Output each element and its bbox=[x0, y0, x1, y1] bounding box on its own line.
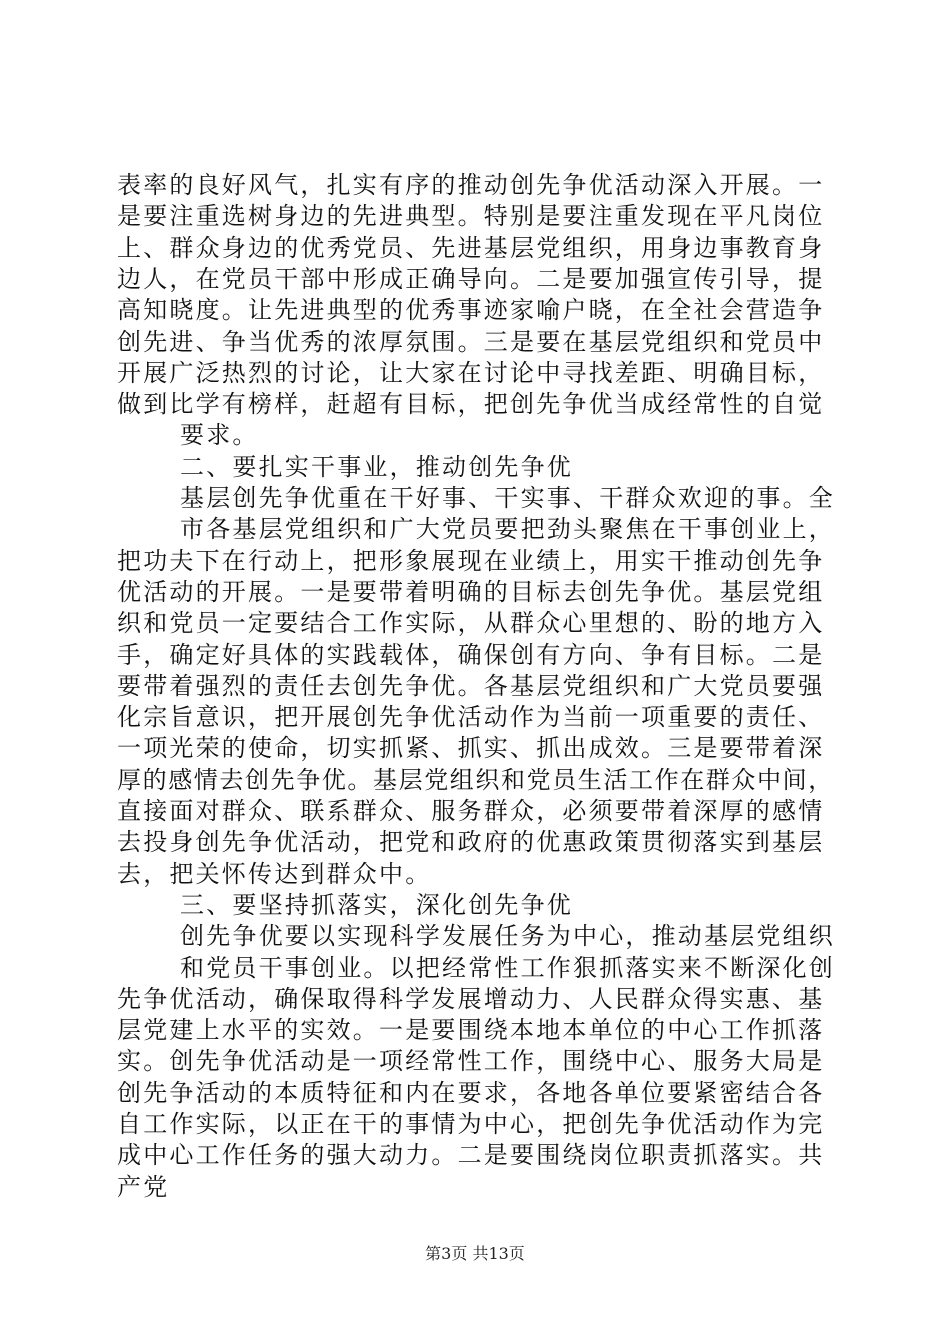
section-heading: 三、要坚持抓落实，深化创先争优 bbox=[180, 890, 573, 919]
body-line: 创先进、争当优秀的浓厚氛围。三是要在基层党组织和党员中 bbox=[117, 327, 825, 356]
body-line: 上、群众身边的优秀党员、先进基层党组织，用身边事教育身 bbox=[117, 233, 825, 262]
body-line: 是要注重选树身边的先进典型。特别是要注重发现在平凡岗位 bbox=[117, 202, 825, 231]
body-line: 和党员干事创业。以把经常性工作狠抓落实来不断深化创 bbox=[180, 953, 835, 982]
body-line: 产党 bbox=[117, 1172, 170, 1201]
body-line: 层党建上水平的实效。一是要围绕本地本单位的中心工作抓落 bbox=[117, 1016, 825, 1045]
body-line: 要求。 bbox=[180, 421, 259, 450]
body-line: 织和党员一定要结合工作实际，从群众心里想的、盼的地方入 bbox=[117, 609, 825, 638]
body-line: 化宗旨意识，把开展创先争优活动作为当前一项重要的责任、 bbox=[117, 703, 825, 732]
body-line: 创先争活动的本质特征和内在要求，各地各单位要紧密结合各 bbox=[117, 1078, 825, 1107]
body-line: 直接面对群众、联系群众、服务群众，必须要带着深厚的感情 bbox=[117, 797, 825, 825]
body-line: 开展广泛热烈的讨论，让大家在讨论中寻找差距、明确目标， bbox=[117, 358, 825, 387]
body-line: 厚的感情去创先争优。基层党组织和党员生活工作在群众中间， bbox=[117, 765, 834, 794]
body-line: 把功夫下在行动上，把形象展现在业绩上，用实干推动创先争 bbox=[117, 546, 825, 575]
body-line: 手，确定好具体的实践载体，确保创有方向、争有目标。二是 bbox=[117, 640, 825, 669]
body-line: 自工作实际，以正在干的事情为中心，把创先争优活动作为完 bbox=[117, 1110, 825, 1138]
page-number-label: 第3页 共13页 bbox=[425, 1244, 525, 1263]
body-line: 成中心工作任务的强大动力。二是要围绕岗位职责抓落实。共 bbox=[117, 1141, 825, 1170]
body-line: 实。创先争优活动是一项经常性工作，围绕中心、服务大局是 bbox=[117, 1047, 825, 1076]
body-line: 先争优活动，确保取得科学发展增动力、人民群众得实惠、基 bbox=[117, 984, 825, 1013]
body-line: 优活动的开展。一是要带着明确的目标去创先争优。基层党组 bbox=[117, 577, 825, 606]
body-line: 高知晓度。让先进典型的优秀事迹家喻户晓，在全社会营造争 bbox=[117, 296, 825, 325]
section-heading: 二、要扎实干事业，推动创先争优 bbox=[180, 452, 573, 481]
body-line: 去，把关怀传达到群众中。 bbox=[117, 859, 432, 888]
body-line: 去投身创先争优活动，把党和政府的优惠政策贯彻落实到基层 bbox=[117, 828, 825, 857]
body-line: 要带着强烈的责任去创先争优。各基层党组织和广大党员要强 bbox=[117, 671, 825, 700]
page-footer bbox=[0, 1243, 950, 1265]
body-line: 创先争优要以实现科学发展任务为中心，推动基层党组织 bbox=[180, 922, 835, 951]
body-line: 市各基层党组织和广大党员要把劲头聚焦在干事创业上， bbox=[180, 515, 835, 544]
body-line: 做到比学有榜样，赶超有目标，把创先争优当成经常性的自觉 bbox=[117, 390, 825, 419]
body-line: 一项光荣的使命，切实抓紧、抓实、抓出成效。三是要带着深 bbox=[117, 734, 825, 763]
body-line: 边人，在党员干部中形成正确导向。二是要加强宣传引导，提 bbox=[117, 264, 825, 293]
body-line: 表率的良好风气，扎实有序的推动创先争优活动深入开展。一 bbox=[117, 171, 825, 199]
body-line: 基层创先争优重在干好事、干实事、干群众欢迎的事。全 bbox=[180, 484, 835, 512]
